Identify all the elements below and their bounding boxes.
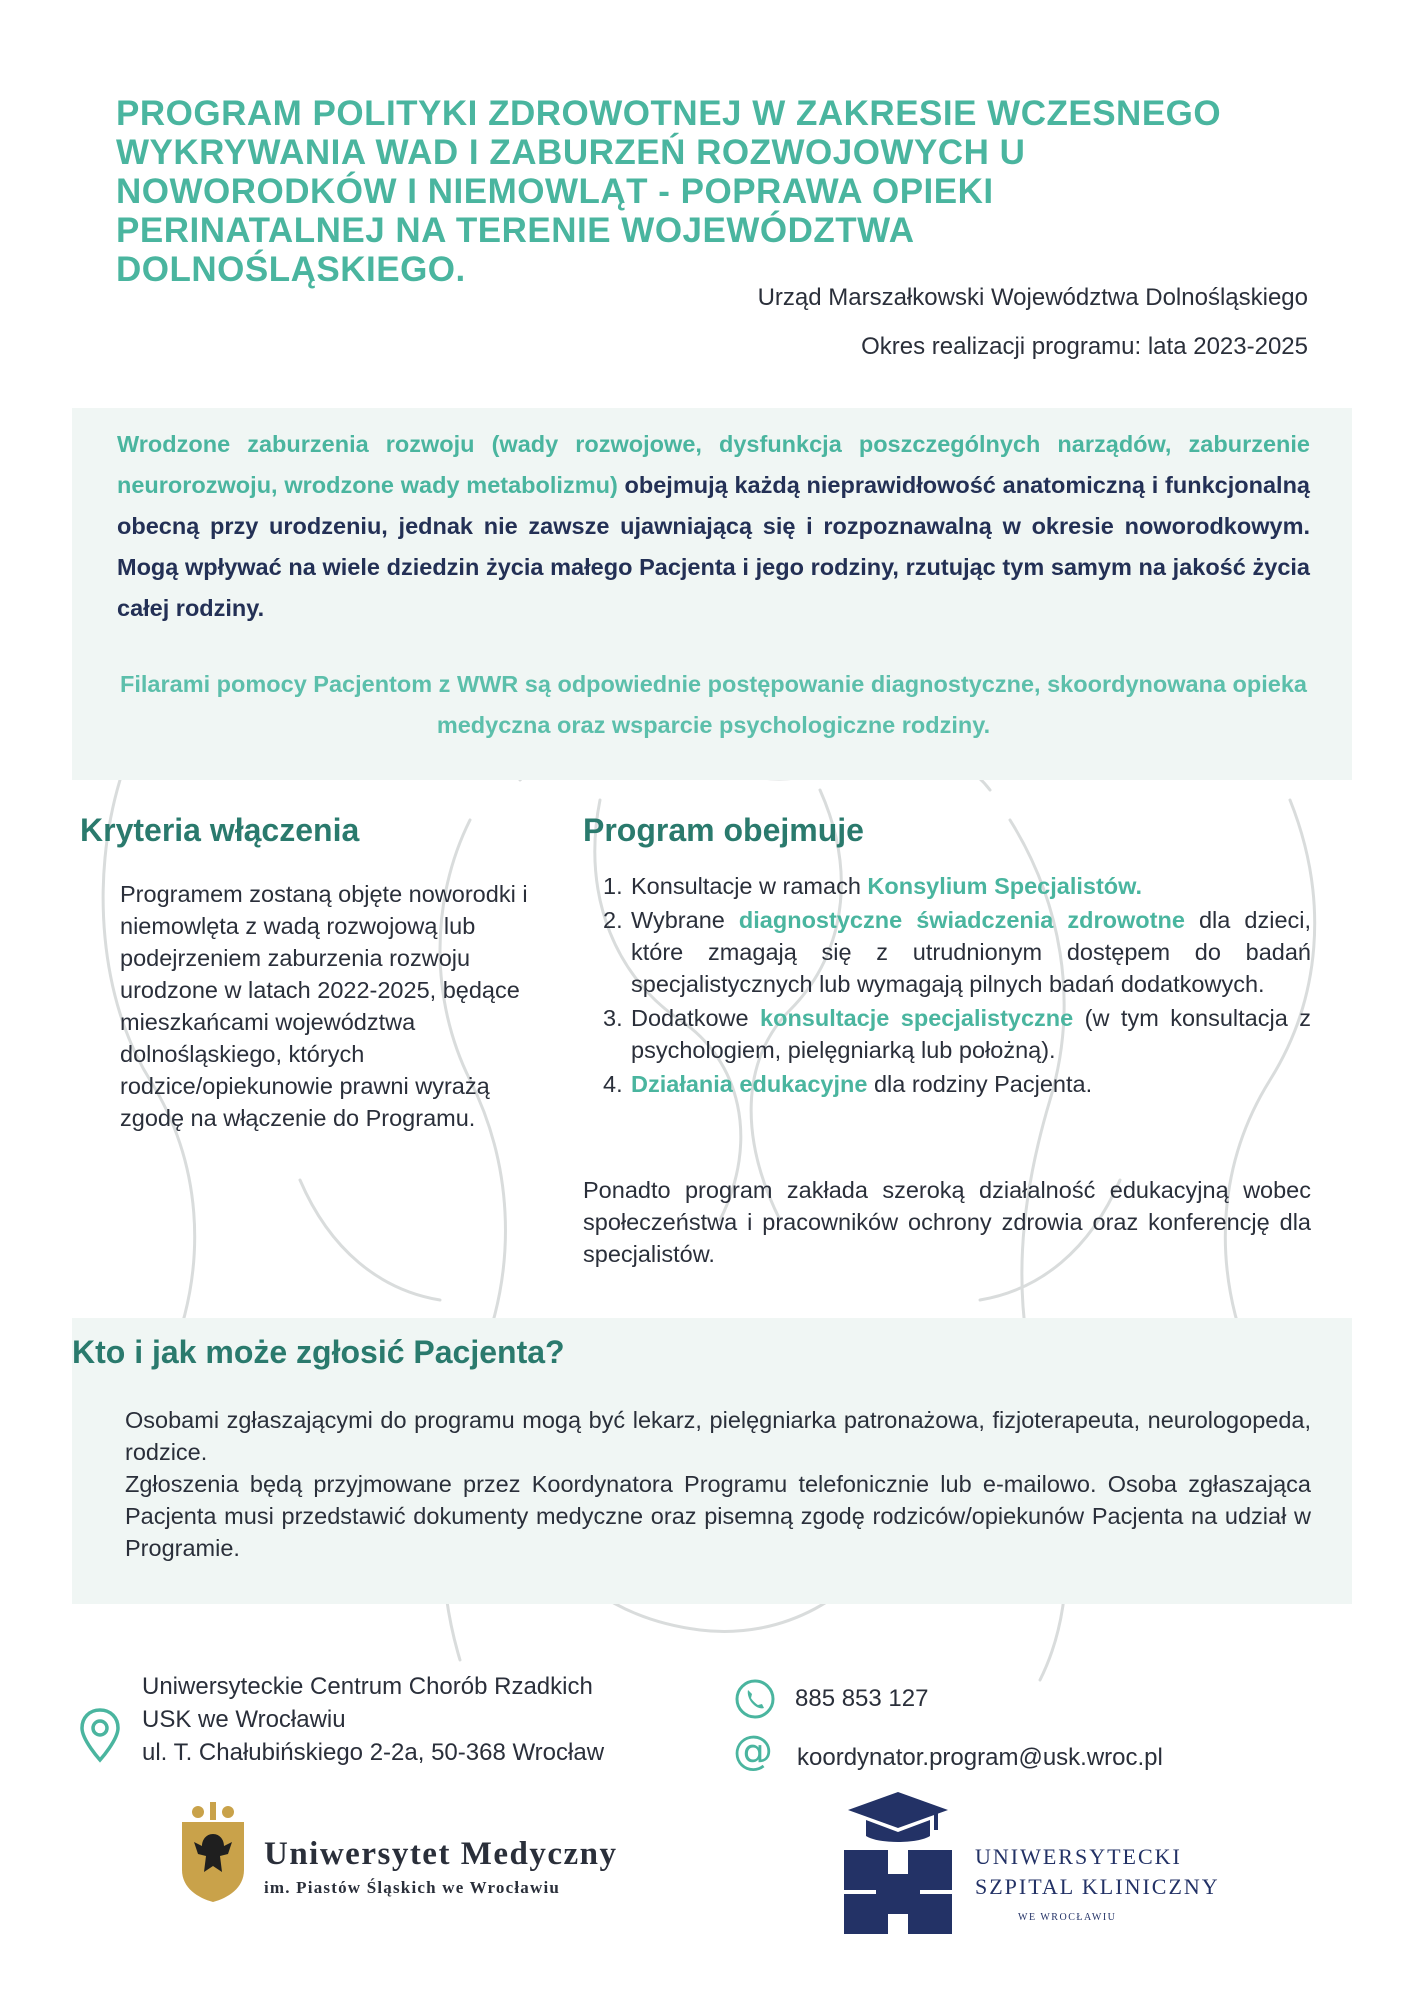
address-block	[142, 1670, 604, 1769]
item-number: 3.	[603, 1005, 623, 1031]
item-text: Konsultacje w ramach	[631, 873, 868, 899]
reporting-how: Zgłoszenia będą przyjmowane przez Koordynatora Programu telefonicznie lub e-mailowo. Osoba zgłaszająca Pacjenta musi przedstawić dokumenty medyczne oraz pisemną zgodę rodziców/opiekunów Pacjenta na udział w Programie.	[125, 1471, 1311, 1561]
usk-logo-line-2: SZPITAL KLINICZNY	[975, 1874, 1220, 1899]
program-extra: Ponadto program zakłada szeroką działalność edukacyjną wobec społeczeństwa i pracowników ochrony zdrowia oraz konferencję dla specjalistów.	[583, 1177, 1311, 1267]
um-logo-name: Uniwersytet Medyczny	[264, 1836, 618, 1872]
location-pin-icon	[78, 1706, 122, 1764]
at-sign-icon: @	[733, 1728, 773, 1774]
um-logo-subtitle: im. Piastów Śląskich we Wrocławiu	[264, 1878, 561, 1897]
address-line-3: ul. T. Chałubińskiego 2-2a, 50-368 Wrocław	[142, 1739, 605, 1766]
usk-logo-line-3: WE WROCŁAWIU	[1018, 1912, 1117, 1923]
intro-highlight: Wrodzone zaburzenia rozwoju (wady rozwojowe, dysfunkcja poszczególnych narządów, zaburzenie neurorozwoju, wrodzone wady metabolizmu)	[117, 431, 1310, 498]
phone-icon	[734, 1678, 776, 1720]
intro-text: obejmują każdą nieprawidłowość anatomiczną i funkcjonalną obecną przy urodzeniu, jednak nie zawsze ujawniającą się i rozpoznawalną w okresie noworodkowym. Mogą wpływać na wiele dziedzin życia małego Pacjenta i jego rodziny, rzutując tym samym na jakość życia całej rodziny.	[117, 472, 1310, 621]
criteria-text: Programem zostaną objęte noworodki i niemowlęta z wadą rozwojową lub podejrzeniem zaburzenia rozwoju urodzone w latach 2022-2025, będące mieszkańcami województwa dolnośląskiego, których rodzice/opiekunowie prawni wyrażą zgodę na włączenie do Programu.	[120, 881, 528, 1131]
intro-paragraph	[117, 424, 1310, 629]
item-text: Dodatkowe	[631, 1005, 761, 1031]
reporting-who: Osobami zgłaszającymi do programu mogą być lekarz, pielęgniarka patronażowa, fizjoterapeuta, neurologopeda, rodzice.	[125, 1407, 1311, 1465]
organizer: Urząd Marszałkowski Województwa Dolnośląskiego	[757, 284, 1308, 311]
program-item	[583, 870, 1311, 902]
criteria-heading: Kryteria włączenia	[80, 812, 360, 848]
email-address[interactable]: koordynator.program@usk.wroc.pl	[797, 1744, 1163, 1771]
item-highlight: diagnostyczne świadczenia zdrowotne	[738, 907, 1185, 933]
program-period: Okres realizacji programu: lata 2023-2025	[861, 333, 1308, 360]
address-line-1: Uniwersyteckie Centrum Chorób Rzadkich	[142, 1673, 593, 1700]
program-item	[583, 1002, 1311, 1066]
item-text-end: dla rodziny Pacjenta.	[867, 1071, 1093, 1097]
intro-pillars: Filarami pomocy Pacjentom z WWR są odpowiednie postępowanie diagnostyczne, skoordynowana opieka medyczna oraz wsparcie psychologiczne rodziny.	[120, 671, 1307, 738]
address-line-2: USK we Wrocławiu	[142, 1706, 346, 1733]
usk-logo-line-1: UNIWERSYTECKI	[975, 1844, 1182, 1869]
item-text-end: dla dzieci, które zmagają się z utrudnionym dostępem do badań specjalistycznych lub wymagają pilnych badań dodatkowych.	[631, 907, 1312, 997]
program-item	[583, 1068, 1311, 1100]
reporting-heading: Kto i jak może zgłosić Pacjenta?	[72, 1334, 565, 1370]
program-item	[583, 904, 1311, 1000]
item-number: 2.	[603, 907, 623, 933]
item-number: 1.	[603, 873, 623, 899]
item-highlight: konsultacje specjalistyczne	[760, 1005, 1074, 1031]
university-crest-logo	[176, 1800, 250, 1904]
item-highlight: Działania edukacyjne	[631, 1071, 868, 1097]
hospital-logo	[836, 1788, 960, 1938]
item-text: Wybrane	[631, 907, 739, 933]
page-title: PROGRAM POLITYKI ZDROWOTNEJ W ZAKRESIE WCZESNEGO WYKRYWANIA WAD I ZABURZEŃ ROZWOJOWYCH U NOWORODKÓW I NIEMOWLĄT - POPRAWA OPIEKI PERINATALNEJ NA TERENIE WOJEWÓDZTWA DOLNOŚLĄSKIEGO.	[116, 94, 1222, 289]
program-list	[583, 870, 1311, 1102]
phone-number[interactable]: 885 853 127	[795, 1685, 929, 1712]
item-text-end: (w tym konsultacja z psychologiem, pielęgniarką lub położną).	[631, 1005, 1311, 1063]
program-heading: Program obejmuje	[583, 812, 864, 848]
item-number: 4.	[603, 1071, 623, 1097]
item-highlight: Konsylium Specjalistów.	[867, 873, 1143, 899]
